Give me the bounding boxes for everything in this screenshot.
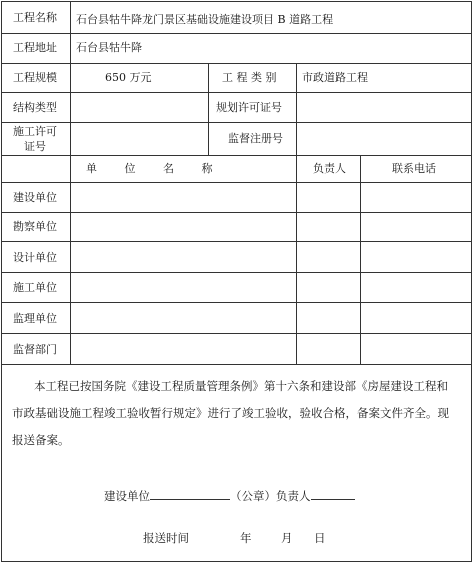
row-divider — [2, 272, 471, 273]
signature-line — [104, 488, 355, 503]
construction-permit-label: 证号 — [24, 140, 46, 153]
construction-unit-label: 建设单位 — [13, 191, 57, 204]
row-divider — [2, 241, 471, 242]
unit-name-header: 单 位 名 称 — [86, 162, 225, 175]
person-in-charge-header: 负责人 — [313, 162, 346, 175]
row-divider — [2, 155, 471, 156]
filing-statement: 本工程已按国务院《建设工程质量管理条例》第十六条和建设部《房屋建设工程和市政基础设施工程竣工验收暂行规定》进行了竣工验收，验收合格，备案文件齐全。现报送备案。 — [12, 379, 449, 447]
column-divider — [296, 155, 297, 364]
column-divider — [360, 155, 361, 364]
row-divider — [2, 182, 471, 183]
filing-form — [1, 1, 472, 562]
month-label: 月 — [281, 531, 293, 545]
row-divider — [2, 364, 471, 365]
column-divider — [208, 63, 209, 155]
supervision-dept-label: 监督部门 — [13, 343, 57, 356]
column-divider — [296, 63, 297, 155]
project-scale-label: 工程规模 — [13, 71, 57, 84]
construction-permit-label: 施工许可 — [13, 125, 57, 138]
supervision-register-label: 监督注册号 — [228, 132, 283, 145]
row-divider — [2, 92, 471, 93]
row-divider — [2, 33, 471, 34]
project-name-value: 石台县牯牛降龙门景区基础设施建设项目 B 道路工程 — [76, 13, 334, 26]
contact-phone-header: 联系电话 — [392, 162, 436, 175]
row-divider — [2, 63, 471, 64]
project-address-value: 石台县牯牛降 — [76, 41, 142, 54]
row-divider — [2, 302, 471, 303]
row-divider — [2, 122, 471, 123]
row-divider — [2, 333, 471, 334]
contractor-unit-label: 施工单位 — [13, 281, 57, 294]
seal-and-person-label: （公章）负责人 — [230, 489, 311, 503]
unit-blank — [150, 488, 230, 500]
report-date-label: 报送时间 — [143, 531, 189, 545]
year-label: 年 — [240, 531, 252, 545]
planning-permit-label: 规划许可证号 — [216, 101, 282, 114]
project-address-label: 工程地址 — [13, 41, 57, 54]
project-name-label: 工程名称 — [13, 11, 57, 24]
person-blank — [311, 488, 355, 500]
project-scale-value: 650 万元 — [105, 71, 152, 84]
day-label: 日 — [314, 531, 326, 545]
survey-unit-label: 勘察单位 — [13, 220, 57, 233]
signature-unit-label: 建设单位 — [104, 489, 150, 503]
column-divider — [70, 2, 71, 364]
design-unit-label: 设计单位 — [13, 251, 57, 264]
supervisor-unit-label: 监理单位 — [13, 312, 57, 325]
row-divider — [2, 212, 471, 213]
structure-type-label: 结构类型 — [13, 101, 57, 114]
project-category-label: 工 程 类 别 — [222, 71, 277, 84]
project-category-value: 市政道路工程 — [302, 71, 368, 84]
